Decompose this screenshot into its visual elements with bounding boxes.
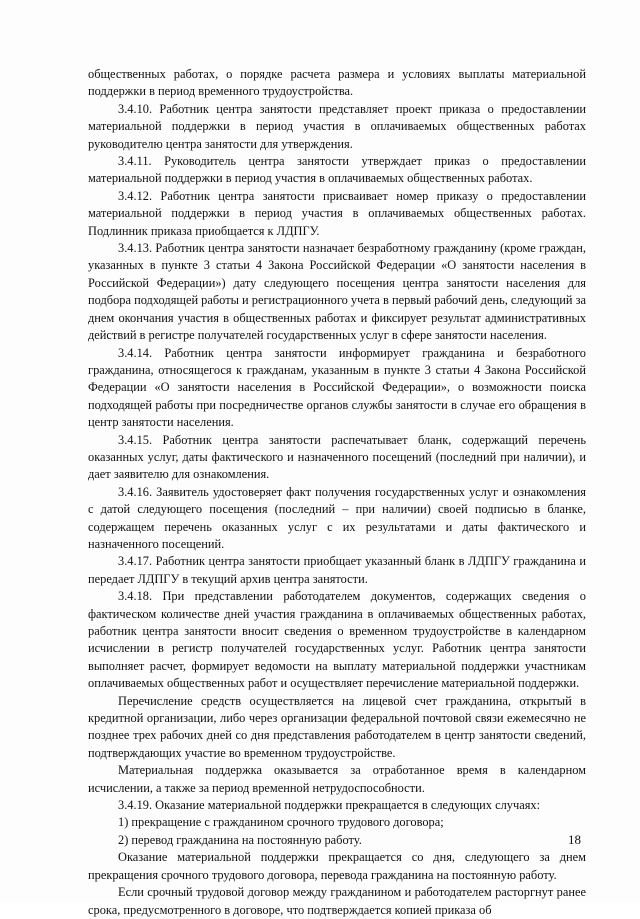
- document-body: [88, 66, 586, 919]
- paragraph: 3.4.11. Руководитель центра занятости утверждает приказ о предоставлении материальной поддержки в период участия в оплачиваемых общественных работах.: [88, 154, 586, 186]
- paragraph: 3.4.12. Работник центра занятости присваивает номер приказу о предоставлении материальной поддержки в период участия в оплачиваемых общественных работах. Подлинник приказа приобщается к ЛДПГУ.: [88, 188, 586, 238]
- paragraph: 3.4.16. Заявитель удостоверяет факт получения государственных услуг и ознакомления с датой следующего посещения (последний – при наличии) своей подписью в бланке, содержащем перечень оказанных услуг с их результатами и даты фактического и назначенного посещений.: [88, 484, 586, 551]
- page-number: 18: [568, 832, 581, 847]
- paragraph: Если срочный трудовой договор между гражданином и работодателем расторгнут ранее срока, предусмотренного в договоре, что подтверждается копией приказа об: [88, 885, 586, 917]
- paragraph: 3.4.19. Оказание материальной поддержки прекращается в следующих случаях:: [118, 798, 541, 813]
- paragraph: 3.4.13. Работник центра занятости назначает безработному гражданину (кроме граждан, указанных в пункте 3 статьи 4 Закона Российской Федерации «О занятости населения в Российской Федерации») дату следующего посещения центра занятости населения для подбора подходящей работы и регистрационного учета в первый рабочий день, следующий за днем окончания участия в общественных работах и фиксирует результат административных действий в регистре получателей государственных услуг в сфере занятости населения.: [88, 241, 587, 343]
- paragraph: Материальная поддержка оказывается за отработанное время в календарном исчислении, а также за период временной нетрудоспособности.: [88, 763, 586, 795]
- paragraph: Оказание материальной поддержки прекращается со дня, следующего за днем прекращения срочного трудового договора, перевода гражданина на постоянную работу.: [88, 850, 586, 882]
- paragraph: общественных работах, о порядке расчета размера и условиях выплаты материальной поддержки в период временного трудоустройства.: [88, 67, 586, 99]
- paragraph: 3.4.10. Работник центра занятости представляет проект приказа о предоставлении материальной поддержки в период участия в оплачиваемых общественных работах руководителю центра занятости для утверждения.: [88, 101, 586, 151]
- paragraph: 1) прекращение с гражданином срочного трудового договора;: [118, 815, 444, 830]
- paragraph: 3.4.15. Работник центра занятости распечатывает бланк, содержащий перечень оказанных услуг, даты фактического и назначенного посещений (последний при наличии), и дает заявителю для ознакомления.: [88, 432, 586, 482]
- paragraph: 2) перевод гражданина на постоянную работу.: [118, 832, 362, 847]
- paragraph: 3.4.14. Работник центра занятости информирует гражданина и безработного гражданина, относящегося к гражданам, указанным в пункте 3 статьи 4 Закона Российской Федерации «О занятости населения в Российской Федерации», о возможности поиска подходящей работы при посредничестве органов службы занятости в случае его обращения в центр занятости населения.: [88, 345, 586, 430]
- paragraph: 3.4.18. При представлении работодателем документов, содержащих сведения о фактическом количестве дней участия гражданина в оплачиваемых общественных работах, работник центра занятости вносит сведения о временном трудоустройстве в календарном исчислении в регистр получателей государственных услуг. Работник центра занятости выполняет расчет, формирует ведомости на выплату материальной поддержки участникам оплачиваемых общественных работ и осуществляет перечисление материальной поддержки.: [88, 589, 586, 691]
- paragraph: 3.4.17. Работник центра занятости приобщает указанный бланк в ЛДПГУ гражданина и передает ЛДПГУ в текущий архив центра занятости.: [88, 554, 586, 586]
- paragraph: Перечисление средств осуществляется на лицевой счет гражданина, открытый в кредитной организации, либо через организации федеральной почтовой связи ежемесячно не позднее трех рабочих дней со дня представления работодателем в центр занятости сведений, подтверждающих участие во временном трудоустройстве.: [88, 693, 586, 760]
